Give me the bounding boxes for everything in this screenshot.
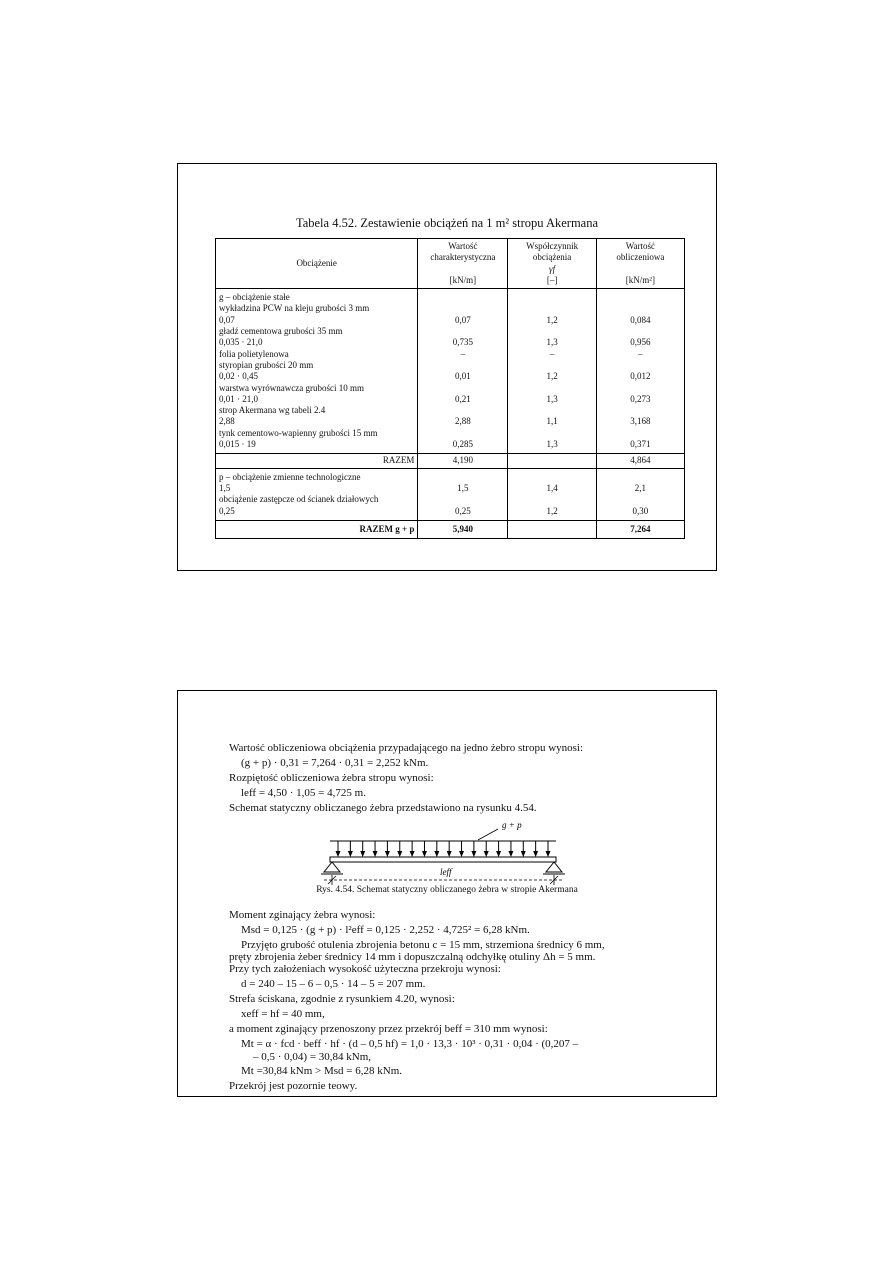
header-factor: Współczynnik obciążenia γf [–]	[508, 239, 596, 289]
load-arrow-head	[434, 851, 439, 857]
table-cell-label: wykładzina PCW na kleju grubości 3 mm	[216, 303, 418, 314]
table-row	[216, 439, 685, 454]
table-cell-design	[596, 326, 684, 337]
load-arrow-head	[496, 851, 501, 857]
table-cell-factor	[508, 360, 596, 371]
table-row	[216, 394, 685, 405]
table-cell-factor: 1,2	[508, 371, 596, 382]
table-cell-label: strop Akermana wg tabeli 2.4	[216, 405, 418, 416]
table-cell-design: 0,273	[596, 394, 684, 405]
load-arrow-head	[546, 851, 551, 857]
load-arrow-head	[397, 851, 402, 857]
load-arrow-head	[447, 851, 452, 857]
table-cell-factor: 1,3	[508, 394, 596, 405]
table-cell-design	[596, 303, 684, 314]
table-cell-char	[418, 494, 508, 505]
load-arrow-head	[471, 851, 476, 857]
text-line: Przy tych założeniach wysokość użyteczna przekroju wynosi:	[229, 963, 501, 975]
table-cell-char: 0,25	[418, 506, 508, 521]
formula-line: d = 240 – 15 – 6 – 0,5 · 14 – 5 = 207 mm.	[241, 978, 426, 990]
table-row	[216, 315, 685, 326]
text-line: pręty zbrojenia żeber średnicy 14 mm i dopuszczalną odchyłkę otuliny Δh = 5 mm.	[229, 951, 596, 963]
table-cell-factor: 1,2	[508, 506, 596, 521]
table-cell-label: 0,25	[216, 506, 418, 521]
table-cell-design: 0,084	[596, 315, 684, 326]
loads-table	[215, 238, 685, 539]
formula-line: Msd = 0,125 · (g + p) · l²eff = 0,125 · 2,252 · 4,725² = 6,28 kNm.	[241, 924, 530, 936]
formula-line: – 0,5 · 0,04) = 30,84 kNm,	[253, 1051, 372, 1063]
table-cell-char: 0,21	[418, 394, 508, 405]
table-cell-char: 2,88	[418, 416, 508, 427]
load-arrows	[336, 841, 551, 857]
table-cell-factor: 1,1	[508, 416, 596, 427]
load-arrow-head	[385, 851, 390, 857]
figure-caption: Rys. 4.54. Schemat statyczny obliczanego żebra w stropie Akermana	[316, 885, 578, 895]
table-cell-label: 0,035 · 21,0	[216, 337, 418, 348]
span-dimension	[318, 866, 568, 886]
table-cell-label: gładź cementowa grubości 35 mm	[216, 326, 418, 337]
table-cell-char	[418, 326, 508, 337]
text-line: Przekrój jest pozornie teowy.	[229, 1080, 358, 1092]
table-cell-char: 0,735	[418, 337, 508, 348]
header-load: Obciążenie	[216, 239, 418, 289]
table-cell-design: 3,168	[596, 416, 684, 427]
table-cell-factor	[508, 494, 596, 505]
table-cell-label: obciążenie zastępcze od ścianek działowych	[216, 494, 418, 505]
load-arrow-head	[484, 851, 489, 857]
formula-line: Mt = α · fcd · beff · hf · (d – 0,5 hf) = 1,0 · 13,3 · 10³ · 0,31 · 0,04 · (0,207 –	[241, 1038, 579, 1050]
table-cell-char	[418, 428, 508, 439]
table-cell-factor: –	[508, 349, 596, 360]
table-row	[216, 483, 685, 494]
table-cell-char	[418, 405, 508, 416]
text-line: a moment zginający przenoszony przez przekrój beff = 310 mm wynosi:	[229, 1023, 548, 1035]
table-cell-factor: 1,3	[508, 439, 596, 454]
table-row	[216, 468, 685, 483]
table-cell-factor	[508, 405, 596, 416]
table-cell-design: 0,30	[596, 506, 684, 521]
table-cell-char	[418, 303, 508, 314]
load-arrow-head	[360, 851, 365, 857]
table-cell-design	[596, 494, 684, 505]
table-row	[216, 289, 685, 304]
table-cell-factor	[508, 428, 596, 439]
table-cell-label: 0,01 · 21,0	[216, 394, 418, 405]
table-row	[216, 360, 685, 371]
load-label: g + p	[502, 820, 522, 830]
table-cell-factor: 1,4	[508, 483, 596, 494]
table-row	[216, 428, 685, 439]
formula-line: (g + p) · 0,31 = 7,264 · 0,31 = 2,252 kNm.	[241, 757, 429, 769]
text-line: Schemat statyczny obliczanego żebra przedstawiono na rysunku 4.54.	[229, 802, 537, 814]
table-row	[216, 371, 685, 382]
table-cell-design	[596, 383, 684, 394]
text-line: Moment zginający żebra wynosi:	[229, 909, 376, 921]
table-row	[216, 383, 685, 394]
table-row	[216, 506, 685, 521]
slide-rib-calculation	[177, 690, 717, 1097]
load-arrow-head	[336, 851, 341, 857]
table-cell-factor	[508, 468, 596, 483]
load-arrow-head	[533, 851, 538, 857]
table-cell-design: 0,956	[596, 337, 684, 348]
table-cell-label: 2,88	[216, 416, 418, 427]
table-title: Tabela 4.52. Zestawienie obciążeń na 1 m² stropu Akermana	[295, 216, 599, 230]
table-row-sum: RAZEM 4,190 4,864	[216, 454, 685, 468]
table-cell-design: 2,1	[596, 483, 684, 494]
table-cell-design	[596, 360, 684, 371]
table-row	[216, 303, 685, 314]
table-cell-design: 0,371	[596, 439, 684, 454]
table-row	[216, 405, 685, 416]
table-cell-design: –	[596, 349, 684, 360]
table-cell-char: –	[418, 349, 508, 360]
load-arrow-head	[459, 851, 464, 857]
table-row	[216, 416, 685, 427]
table-cell-design: 0,012	[596, 371, 684, 382]
table-cell-char: 0,01	[418, 371, 508, 382]
slide-load-table	[177, 163, 717, 571]
header-characteristic: Wartość charakterystyczna [kN/m]	[418, 239, 508, 289]
table-cell-label: 1,5	[216, 483, 418, 494]
load-arrow-head	[373, 851, 378, 857]
table-cell-factor	[508, 326, 596, 337]
text-line: Przyjęto grubość otulenia zbrojenia betonu c = 15 mm, strzemiona średnicy 6 mm,	[241, 939, 605, 951]
table-row	[216, 349, 685, 360]
table-cell-factor: 1,3	[508, 337, 596, 348]
table-cell-factor	[508, 289, 596, 304]
load-arrow-head	[422, 851, 427, 857]
table-cell-char	[418, 383, 508, 394]
load-arrow-head	[521, 851, 526, 857]
table-row	[216, 337, 685, 348]
table-cell-factor: 1,2	[508, 315, 596, 326]
formula-line: leff = 4,50 · 1,05 = 4,725 m.	[241, 787, 366, 799]
table-cell-char	[418, 289, 508, 304]
table-cell-label: p – obciążenie zmienne technologiczne	[216, 468, 418, 483]
formula-line: xeff = hf = 40 mm,	[241, 1008, 325, 1020]
table-cell-factor	[508, 383, 596, 394]
table-cell-char	[418, 360, 508, 371]
text-line: Strefa ściskana, zgodnie z rysunkiem 4.20, wynosi:	[229, 993, 455, 1005]
load-arrow-head	[348, 851, 353, 857]
table-cell-label: tynk cementowo-wapienny grubości 15 mm	[216, 428, 418, 439]
table-cell-design	[596, 289, 684, 304]
table-cell-label: styropian grubości 20 mm	[216, 360, 418, 371]
table-cell-factor	[508, 303, 596, 314]
table-row	[216, 494, 685, 505]
table-cell-label: warstwa wyrównawcza grubości 10 mm	[216, 383, 418, 394]
table-row	[216, 326, 685, 337]
table-cell-design	[596, 468, 684, 483]
table-cell-label: folia polietylenowa	[216, 349, 418, 360]
table-cell-char: 1,5	[418, 483, 508, 494]
table-row-total: RAZEM g + p 5,940 7,264	[216, 520, 685, 538]
span-label: leff	[440, 867, 452, 877]
text-line: Wartość obliczeniowa obciążenia przypadającego na jedno żebro stropu wynosi:	[229, 742, 584, 754]
table-cell-design	[596, 405, 684, 416]
table-cell-design	[596, 428, 684, 439]
table-cell-char	[418, 468, 508, 483]
table-cell-label: 0,02 · 0,45	[216, 371, 418, 382]
formula-line: Mt =30,84 kNm > Msd = 6,28 kNm.	[241, 1065, 403, 1077]
text-line: Rozpiętość obliczeniowa żebra stropu wynosi:	[229, 772, 434, 784]
table-cell-label: 0,015 · 19	[216, 439, 418, 454]
table-header-row	[216, 239, 685, 289]
load-arrow-head	[508, 851, 513, 857]
header-design: Wartość obliczeniowa [kN/m²]	[596, 239, 684, 289]
table-cell-char: 0,285	[418, 439, 508, 454]
load-arrow-head	[410, 851, 415, 857]
table-cell-char: 0,07	[418, 315, 508, 326]
table-cell-label: 0,07	[216, 315, 418, 326]
beam-body	[330, 857, 556, 862]
table-cell-label: g – obciążenie stałe	[216, 289, 418, 304]
load-leader	[478, 829, 498, 840]
